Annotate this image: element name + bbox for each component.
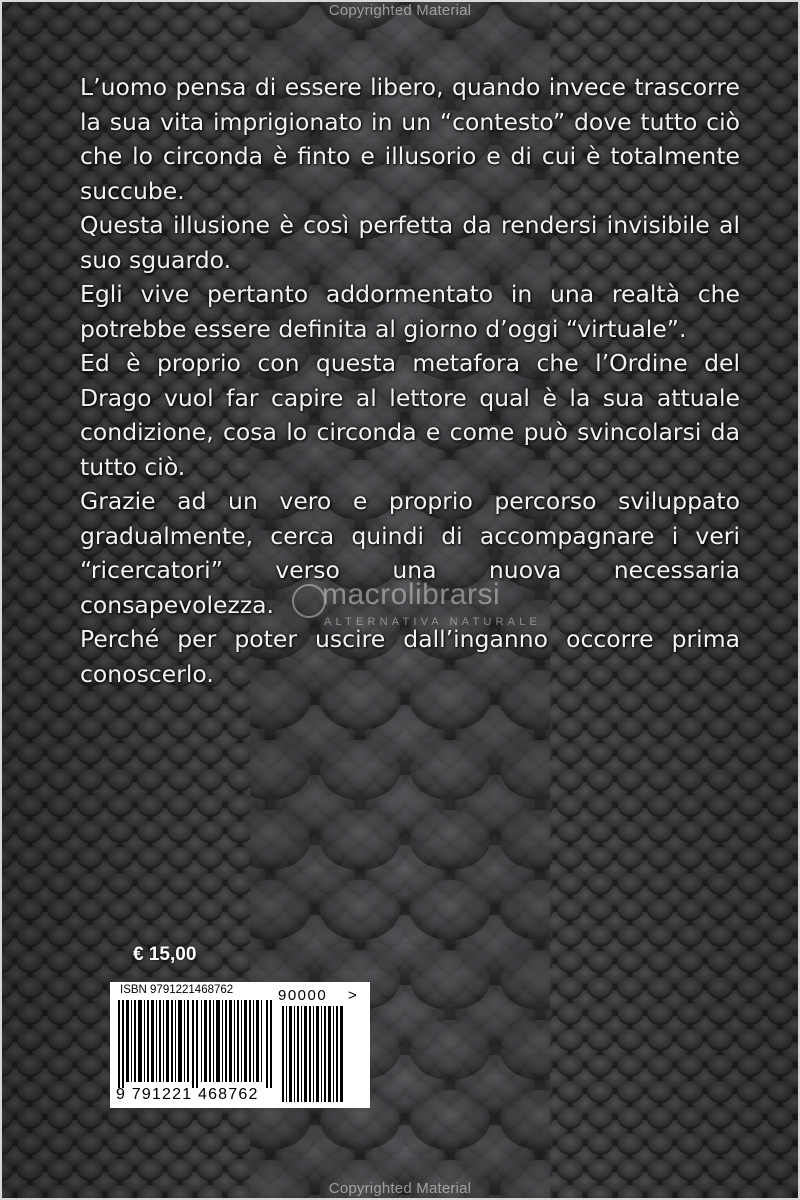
- blurb-paragraph: Egli vive pertanto addormentato in una realtà che potrebbe essere definita al giorno d’oggi “virtuale”.: [80, 280, 740, 343]
- blurb-paragraph: Ed è proprio con questa metafora che l’Ordine del Drago vuol far capire al lettore qual è la sua attuale condizione, cosa lo circonda e come può svincolarsi da tutto ciò.: [80, 349, 740, 481]
- copyright-watermark-bottom: Copyrighted Material: [328, 1180, 472, 1197]
- isbn-barcode: [110, 982, 370, 1108]
- copyright-watermark-top: Copyrighted Material: [328, 2, 472, 19]
- isbn-label: ISBN 9791221468762: [120, 984, 234, 996]
- blurb-paragraph: L’uomo pensa di essere libero, quando invece trascorre la sua vita imprigionato in un “contesto” dove tutto ciò che lo circonda è finto e illusorio e di cui è totalmente succube.: [80, 73, 740, 205]
- blurb-paragraph: Perché per poter uscire dall’inganno occorre prima conoscerlo.: [80, 625, 740, 688]
- barcode-addon-bars: [281, 1006, 345, 1102]
- blurb-paragraph: Questa illusione è così perfetta da rendersi invisibile al suo sguardo.: [80, 211, 740, 274]
- barcode-addon-digits: 90000: [278, 987, 328, 1004]
- barcode-addon-marker: >: [348, 987, 357, 1004]
- site-watermark-tagline: ALTERNATIVA NATURALE: [324, 616, 542, 628]
- site-watermark-name: macrolibrarsi: [322, 578, 501, 611]
- price-label: € 15,00: [133, 944, 197, 965]
- barcode-main-bars: [116, 1000, 274, 1088]
- barcode-digits: 9 791221 468762: [116, 1086, 259, 1103]
- site-watermark: [292, 578, 592, 636]
- site-logo-icon: [292, 584, 326, 618]
- blurb-paragraph: Grazie ad un vero e proprio percorso sviluppato gradualmente, cerca quindi di accompagnare i veri “ricercatori” verso una nuova necessaria consapevolezza.: [80, 487, 740, 619]
